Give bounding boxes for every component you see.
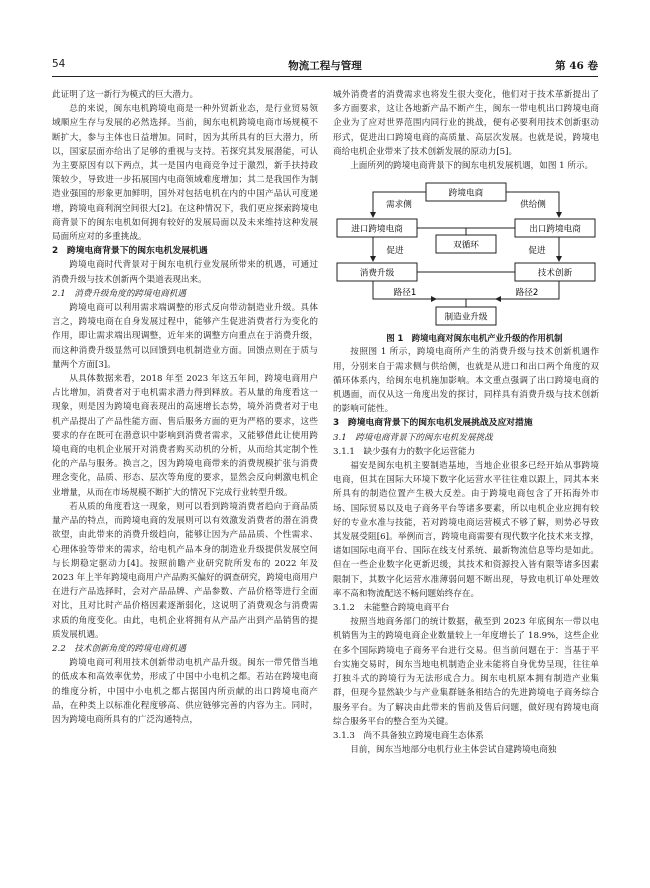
paragraph: 上面所列的跨境电商背景下的闽东电机发展机遇，如图 1 所示。 xyxy=(350,161,594,172)
section-heading: 2 跨境电商背景下的闽东电机发展机遇 xyxy=(52,246,208,257)
label-path2: 路径2 xyxy=(515,288,539,299)
left-column xyxy=(52,88,318,727)
label-path1: 路径1 xyxy=(393,288,417,299)
paragraph: 目前，闽东当地部分电机行业主体尝试自建跨境电商独 xyxy=(350,745,557,756)
paragraph: 若从质的角度看这一现象，则可以看到跨境消费者趋向于商品质量产品的特点，而跨境电商的发展则可以有效激发消费者的潜在消费欲望，由此带来的消费升级趋向，能够让因为产品品质、个性需求、心理体验等带来的需求，给电机产品本身的制造业升级提供发展空间与长期稳定驱动力[4]。按照前瞻产业研究院所发布的 2022 年及 2023 年上半年跨境电商用户产品购买偏好的调查研究，跨境电商用户在进行产品选择时，会对产品品牌、产品参数、产品价格等进行全面对比，且对比时产品价格因素逐渐弱化，这说明了消费观念与消费需求质的角度变化。由此，电机企业将拥有从产品产出到产品销售的提质发展机遇。 xyxy=(52,501,318,640)
node-export-label: 出口跨境电商 xyxy=(529,224,581,235)
header-rule xyxy=(52,76,598,77)
paragraph: 城外消费者的消费需求也将发生很大变化，他们对于技术革新提出了多方面要求，这让各地新产品不断产生，闽东一带电机出口跨境电商企业为了应对世界范围内同行业的挑战，便有必要利用技术创新驱动形式，促进出口跨境电商的高质量、高层次发展。也就是说，跨境电商给电机企业带来了技术创新发展的原动力[5]。 xyxy=(333,90,599,157)
figure-caption: 图 1 跨境电商对闽东电机产业升级的作用机制 xyxy=(386,333,563,344)
paragraph: 按照图 1 所示，跨境电商所产生的消费升级与技术创新机遇作用，分别来自于需求侧与供给侧，也就是从进口和出口两个角度的双循环体系内，给闽东电机施加影响。本文重点强调了出口跨境电商的机遇面，而仅从这一角度出发的探讨，同样具有消费升级与技术创新的影响可能性。 xyxy=(333,347,599,415)
node-cross-border-ecommerce-label: 跨境电商 xyxy=(448,188,484,199)
label-supply-side: 供给侧 xyxy=(520,200,546,211)
paragraph: 跨境电商可利用技术创新带动电机产品升级。闽东一带凭借当地的低成本和高效率优势，形成了中国中小电机之都。若站在跨境电商的维度分析，中国中小电机之都占据国内所贡献的出口跨境电商产品，在种类上以标准化程度够高、供应链够完善的内容为主。同时，因为跨境电商所具有的广泛沟通特点， xyxy=(52,658,318,725)
section-heading: 2.1 消费升级角度的跨境电商机遇 xyxy=(52,288,186,299)
paragraph: 此证明了这一新行为模式的巨大潜力。 xyxy=(52,90,199,100)
section-heading: 3.1.2 未能整合跨境电商平台 xyxy=(333,603,450,614)
label-promote-left: 促进 xyxy=(386,246,404,257)
section-heading: 3.1 跨境电商背景下的闽东电机发展挑战 xyxy=(333,432,493,443)
figure-1 xyxy=(333,179,599,329)
page-header xyxy=(52,58,598,74)
section-heading: 3 跨境电商背景下的闽东电机发展挑战及应对措施 xyxy=(333,418,533,429)
paragraph: 总的来说，闽东电机跨境电商是一种外贸新业态，是行业贸易领域顺应生存与发展的必然选择。当前，闽东电机跨境电商市场规模不断扩大，参与主体也日益增加。同时，因为其所具有的巨大潜力，所以，国家层面亦给出了足够的重视与支持。若探究其发展潜能，可认为主要原因有以下两点，其一是国内电商竞争过于激烈，新手扶持政策较少，导致进一步拓展国内电商领域难度增加；其二是我国作为制造业强国的形象更加鲜明，国外对包括电机在内的中国产品认可度递增，跨境电商利润空间很大[2]。在这种情况下，我们更应探索跨境电商背景下的闽东电机如何拥有较好的发展局面以及未来维持这种发展局面所应对的多重挑战。 xyxy=(52,104,318,243)
section-heading: 3.1.1 缺少强有力的数字化运营能力 xyxy=(333,446,476,457)
paragraph: 从具体数据来看，2018 年至 2023 年这五年间，跨境电商用户占比增加，消费者对于电机需求潜力得到释放。若从量的角度看这一现象，则是因为跨境电商表现出的高速增长态势，境外消费者对于电机产品提出了产品性能方面、售后服务方面的更为严格的要求，这些要求的存在既可在潜意识中影响到消费者需求，又能够借此让使用跨境电商的电机企业展开对消费者购买动机的分析，从而给其定制个性化的产品与服务。换言之，因为跨境电商带来的消费规模扩张与消费理念变化，品质、形态、层次等角度的要求，显然会反向刺激电机企业增量，从而在市场规模不断扩大的情况下完成行业转型升级。 xyxy=(52,374,318,498)
page-number: 54 xyxy=(52,58,66,70)
paragraph: 跨境电商可以利用需求端调整的形式反向带动制造业升级。具体言之，跨境电商在自身发展过程中，能够产生促进消费者行为变化的作用，即让需求端出现调整，近年来的调整方向重点在于消费升级，而这种消费升级显然可以回馈到电机制造业方面。回馈点则在于质与量两个方面[3]。 xyxy=(52,303,318,370)
node-manufacturing-upgrade-label: 制造业升级 xyxy=(444,312,488,323)
label-promote-right: 促进 xyxy=(528,246,546,257)
paragraph: 跨境电商时代背景对于闽东电机行业发展所带来的机遇，可通过消费升级与技术创新两个渠道表现出来。 xyxy=(52,260,318,285)
label-demand-side: 需求侧 xyxy=(386,200,412,211)
node-import-label: 进口跨境电商 xyxy=(351,224,403,235)
node-tech-innovation-label: 技术创新 xyxy=(537,268,573,279)
section-heading: 2.2 技术创新角度的跨境电商机遇 xyxy=(52,643,186,654)
right-column xyxy=(333,88,599,757)
section-heading: 3.1.3 尚不具备独立跨境电商生态体系 xyxy=(333,730,484,741)
paragraph: 按照当地商务部门的统计数据，截至到 2023 年底闽东一带以电机销售为主的跨境电商企业数量较上一年度增长了 18.9%，这些企业在多个国际跨境电子商务平台进行交易。但当前问题在于：当基于平台实施交易时，闽东当地电机制造企业未能将自身优势呈现，往往单打独斗式的跨境行为无法形成合力。闽东电机原本拥有制造产业集群，但现今显然缺少与产业集群链条相结合的先进跨境电子商务综合服务平台。为了解决由此带来的售前及售后问题，做好现有跨境电商综合服务平台的整合至为关键。 xyxy=(333,617,599,727)
paragraph: 福安是闽东电机主要制造基地，当地企业很多已经开始从事跨境电商，但其在国际大环境下数字化运营水平往往难以跟上，同其本来所具有的制造位置产生极大反差。由于跨境电商包含了开拓海外市场、国际贸易以及电子商务平台等诸多要素，所以电机企业应拥有较好的专业水准与技能，若对跨境电商运营模式不够了解，则势必导致其发展受阻[6]。举例而言，跨境电商需要有现代数字化技术来支撑，诸如国际电商平台、国际在线支付系统、最新物流信息等均是如此。但在一些企业数字化更新迟缓，其技术和资源投入皆有限等诸多因素限制下，其数字化运营水准薄弱问题不断出现，导致电机订单处理效率不高和物流配送不畅问题始终存在。 xyxy=(333,461,599,599)
node-consumption-upgrade-label: 消费升级 xyxy=(359,268,395,279)
volume-label: 第 46 卷 xyxy=(555,60,598,72)
journal-title: 物流工程与管理 xyxy=(288,60,362,72)
node-double-cycle-label: 双循环 xyxy=(453,240,479,251)
